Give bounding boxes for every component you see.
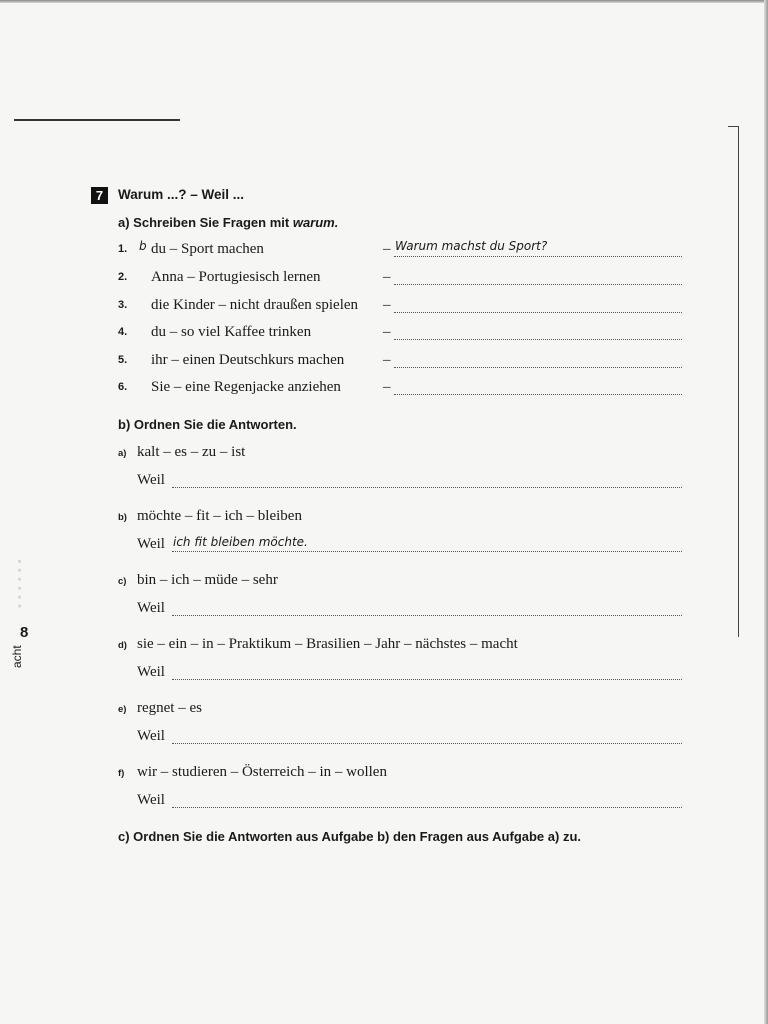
question-prompt: ihr – einen Deutschkurs machen <box>151 352 345 368</box>
answer-item <box>118 764 682 814</box>
question-prompt: Sie – eine Regenjacke anziehen <box>151 379 341 395</box>
answer-letter: f) <box>118 768 125 779</box>
part-c-instruction: c) Ordnen Sie die Antworten aus Aufgabe b) den Fragen aus Aufgabe a) zu. <box>118 829 581 844</box>
question-prompt: Anna – Portugiesisch lernen <box>151 269 321 285</box>
part-a-instruction-keyword: warum. <box>292 215 339 230</box>
page-edge-right <box>764 0 768 1024</box>
question-row <box>118 269 682 289</box>
answer-line[interactable] <box>394 256 682 257</box>
scrambled-words: sie – ein – in – Praktikum – Brasilien – Jahr – nächstes – macht <box>137 636 518 652</box>
handwritten-answer: Warum machst du Sport? <box>395 239 548 253</box>
question-dash: – <box>383 297 391 313</box>
question-number: 6. <box>118 381 128 393</box>
question-row <box>118 297 682 317</box>
question-match-mark: b <box>139 239 147 253</box>
question-dash: – <box>383 324 391 340</box>
question-number: 2. <box>118 271 128 283</box>
answer-line[interactable] <box>172 551 682 552</box>
question-prompt: du – so viel Kaffee trinken <box>151 324 312 340</box>
question-row <box>118 352 682 372</box>
question-dash: – <box>383 352 391 368</box>
question-number: 4. <box>118 326 128 338</box>
answer-item <box>118 508 682 558</box>
part-a-instruction-text: a) Schreiben Sie Fragen mit <box>118 215 290 230</box>
question-prompt: die Kinder – nicht draußen spielen <box>151 297 359 313</box>
answer-line[interactable] <box>394 367 682 368</box>
answer-item <box>118 636 682 686</box>
question-dash: – <box>383 241 391 257</box>
margin-bracket <box>728 126 739 637</box>
scrambled-words: möchte – fit – ich – bleiben <box>137 508 302 524</box>
answer-letter: c) <box>118 576 127 587</box>
question-prompt: du – Sport machen <box>151 241 264 257</box>
answer-line[interactable] <box>172 807 682 808</box>
top-rule <box>14 119 180 121</box>
answer-letter: e) <box>118 704 127 715</box>
exercise-number-badge: 7 <box>91 187 108 204</box>
weil-prefix: Weil <box>137 472 165 488</box>
question-dash: – <box>383 379 391 395</box>
answer-line[interactable] <box>394 284 682 285</box>
faint-margin-mark: ▪ ▪ ▪ ▪ ▪ ▪ <box>14 558 26 608</box>
answer-line[interactable] <box>172 743 682 744</box>
question-row <box>118 324 682 344</box>
scrambled-words: bin – ich – müde – sehr <box>137 572 278 588</box>
answer-letter: b) <box>118 512 127 523</box>
answer-item <box>118 444 682 494</box>
answer-letter: a) <box>118 448 127 459</box>
weil-prefix: Weil <box>137 792 165 808</box>
answer-line[interactable] <box>394 339 682 340</box>
answer-line[interactable] <box>394 312 682 313</box>
answer-item <box>118 572 682 622</box>
weil-prefix: Weil <box>137 600 165 616</box>
answer-line[interactable] <box>172 615 682 616</box>
question-number: 3. <box>118 299 128 311</box>
question-dash: – <box>383 269 391 285</box>
answer-line[interactable] <box>172 487 682 488</box>
part-a-instruction <box>118 215 338 230</box>
weil-prefix: Weil <box>137 536 165 552</box>
answer-line[interactable] <box>394 394 682 395</box>
weil-prefix: Weil <box>137 728 165 744</box>
scrambled-words: kalt – es – zu – ist <box>137 444 246 460</box>
question-number: 1. <box>118 243 128 255</box>
answer-item <box>118 700 682 750</box>
answer-line[interactable] <box>172 679 682 680</box>
page-word: acht <box>10 645 24 668</box>
exercise-title: Warum ...? – Weil ... <box>118 187 245 202</box>
question-number: 5. <box>118 354 128 366</box>
page-edge-top <box>0 0 768 3</box>
handwritten-answer: ich fit bleiben möchte. <box>173 535 308 549</box>
question-row <box>118 241 682 261</box>
scrambled-words: regnet – es <box>137 700 202 716</box>
question-row <box>118 379 682 399</box>
part-b-instruction: b) Ordnen Sie die Antworten. <box>118 417 297 432</box>
page-number: 8 <box>20 624 29 641</box>
scrambled-words: wir – studieren – Österreich – in – wollen <box>137 764 387 780</box>
answer-letter: d) <box>118 640 127 651</box>
weil-prefix: Weil <box>137 664 165 680</box>
